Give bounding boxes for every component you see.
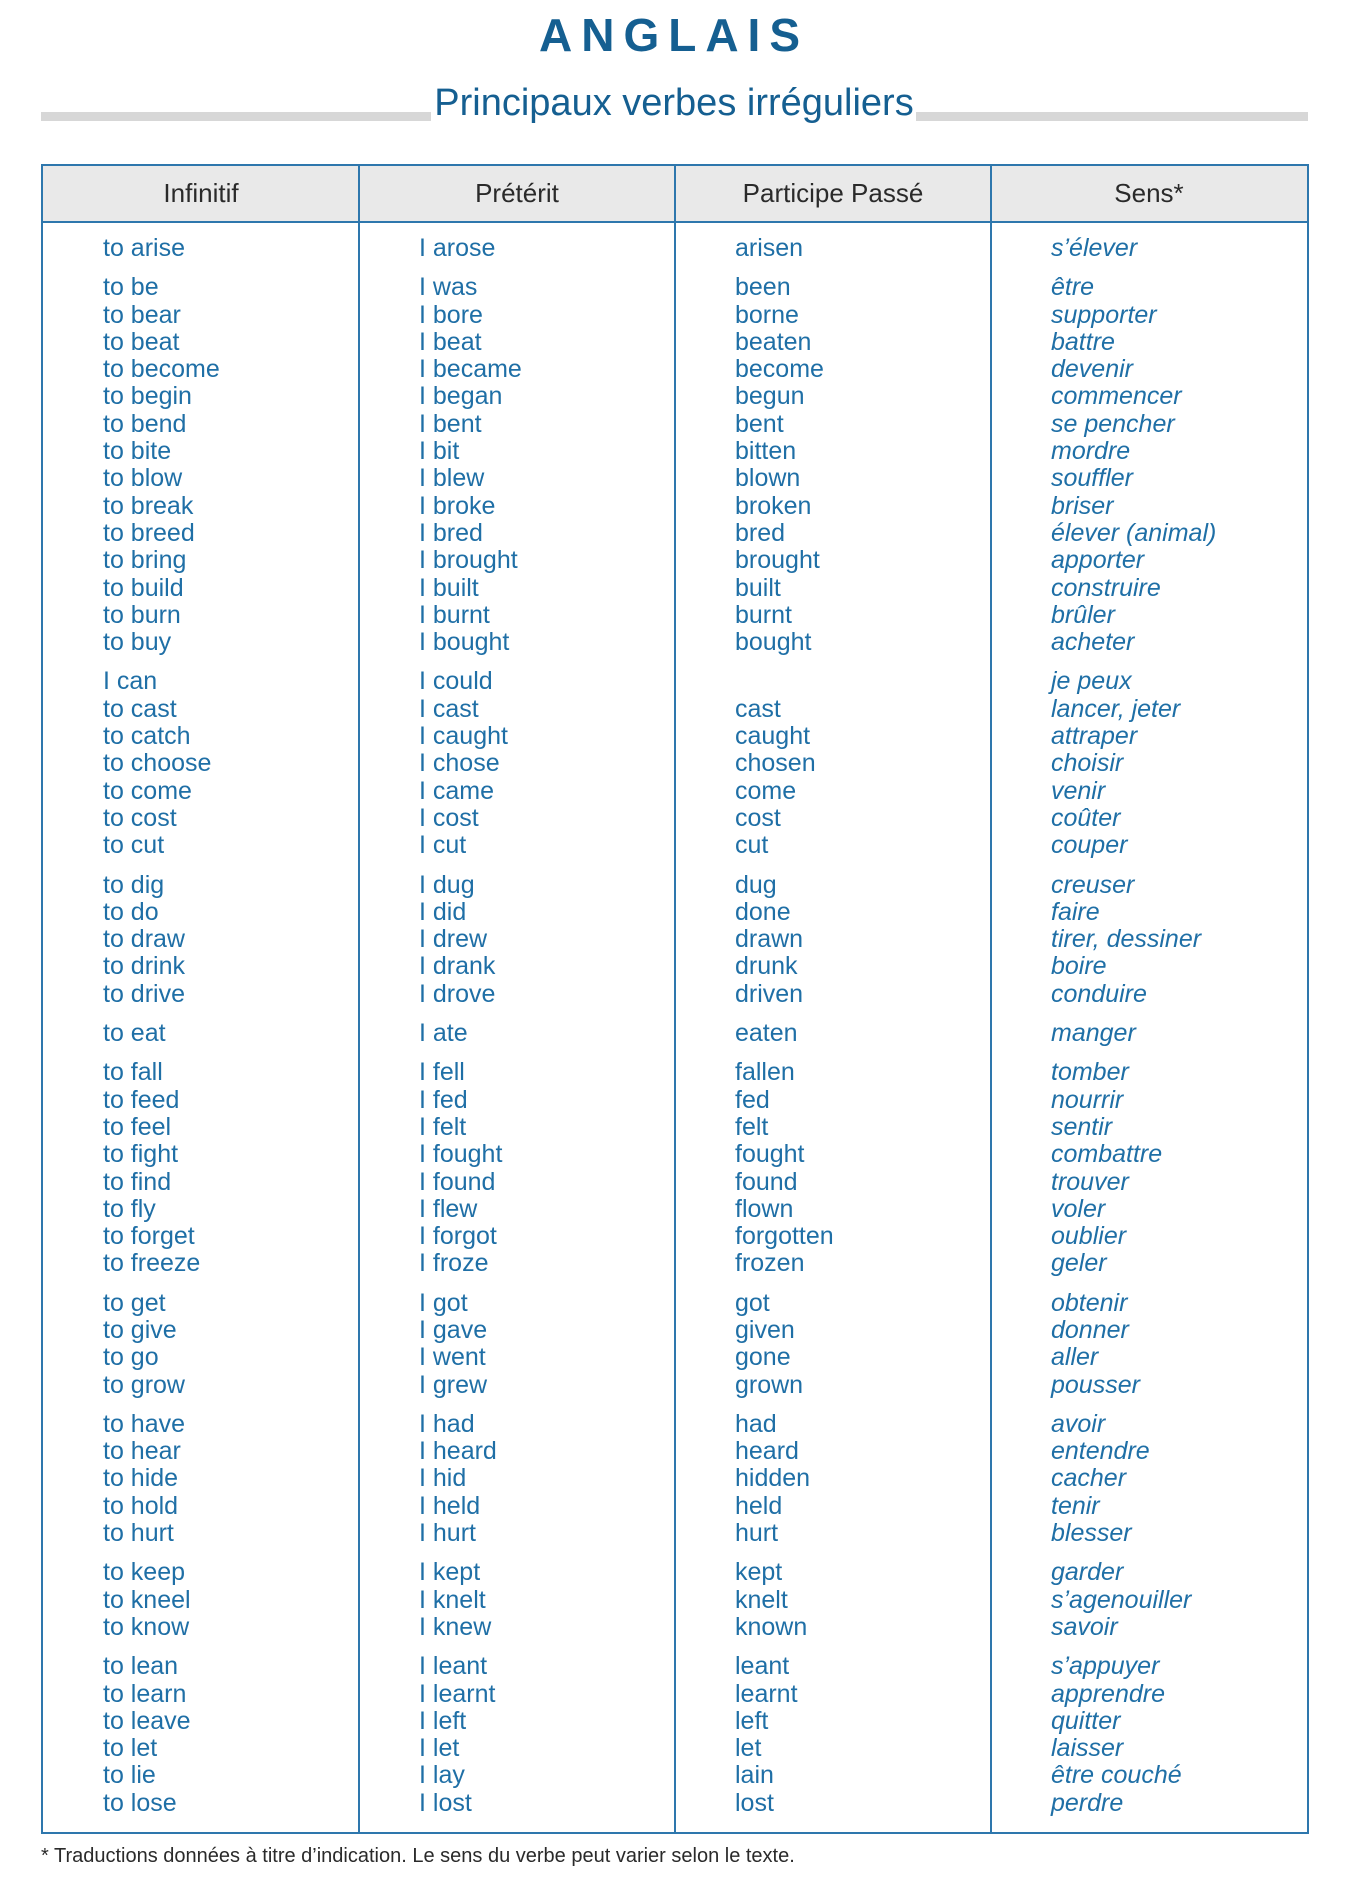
table-row bbox=[43, 778, 1307, 805]
meaning-cell: geler bbox=[1051, 1249, 1107, 1278]
meaning-cell: avoir bbox=[1051, 1409, 1106, 1438]
preterit-cell: I grew bbox=[419, 1370, 488, 1399]
meaning-cell: boire bbox=[1051, 952, 1107, 981]
table-row bbox=[43, 1223, 1307, 1250]
past-participle-cell: gone bbox=[735, 1343, 791, 1372]
infinitive-cell: to become bbox=[103, 355, 220, 384]
verb-group bbox=[43, 668, 1307, 859]
past-participle-cell: known bbox=[735, 1612, 808, 1641]
table-row bbox=[43, 1762, 1307, 1789]
meaning-cell: attraper bbox=[1051, 722, 1138, 751]
table-row bbox=[43, 1614, 1307, 1641]
table-row bbox=[43, 723, 1307, 750]
preterit-cell: I became bbox=[419, 355, 522, 384]
past-participle-cell: had bbox=[735, 1409, 777, 1438]
preterit-cell: I felt bbox=[419, 1112, 467, 1141]
infinitive-cell: to bite bbox=[103, 437, 172, 466]
column-header-infinitif: Infinitif bbox=[163, 178, 239, 208]
page-title: ANGLAIS bbox=[539, 9, 809, 61]
infinitive-cell: to beat bbox=[103, 327, 180, 356]
infinitive-cell: to get bbox=[103, 1288, 166, 1317]
verb-group bbox=[43, 1559, 1307, 1641]
meaning-cell: s’élever bbox=[1051, 234, 1138, 262]
meaning-cell: supporter bbox=[1051, 300, 1157, 329]
preterit-cell: I got bbox=[419, 1288, 468, 1317]
table-row bbox=[43, 1020, 1307, 1047]
infinitive-cell: to fly bbox=[103, 1194, 156, 1223]
meaning-cell: se pencher bbox=[1051, 409, 1175, 438]
table-row bbox=[43, 1372, 1307, 1399]
infinitive-cell: to hear bbox=[103, 1437, 181, 1466]
verb-group bbox=[43, 274, 1307, 656]
infinitive-cell: to grow bbox=[103, 1370, 185, 1399]
preterit-cell: I found bbox=[419, 1167, 496, 1196]
infinitive-cell: to find bbox=[103, 1167, 172, 1196]
table-row bbox=[43, 329, 1307, 356]
meaning-cell: laisser bbox=[1051, 1734, 1124, 1763]
column-header-sens: Sens* bbox=[1114, 178, 1184, 208]
infinitive-cell: to choose bbox=[103, 749, 212, 778]
table-row bbox=[43, 899, 1307, 926]
table-row bbox=[43, 1141, 1307, 1168]
infinitive-cell: to feel bbox=[103, 1112, 172, 1141]
past-participle-cell: grown bbox=[735, 1370, 804, 1399]
infinitive-cell: to bend bbox=[103, 409, 187, 438]
table-row bbox=[43, 832, 1307, 859]
table-row bbox=[43, 696, 1307, 723]
meaning-cell: s’agenouiller bbox=[1051, 1585, 1192, 1614]
meaning-cell: acheter bbox=[1051, 628, 1135, 657]
infinitive-cell: to drive bbox=[103, 979, 185, 1008]
preterit-cell: I kept bbox=[419, 1558, 481, 1587]
infinitive-cell: to hold bbox=[103, 1491, 179, 1520]
infinitive-cell: to learn bbox=[103, 1679, 187, 1708]
preterit-cell: I lost bbox=[419, 1788, 472, 1817]
infinitive-cell: to lie bbox=[103, 1761, 156, 1790]
table-row bbox=[43, 1559, 1307, 1586]
table-row bbox=[43, 981, 1307, 1008]
past-participle-cell: got bbox=[735, 1288, 770, 1317]
preterit-cell: I bought bbox=[419, 628, 510, 657]
verb-group bbox=[43, 1653, 1307, 1817]
past-participle-cell: cost bbox=[735, 803, 781, 832]
table-row bbox=[43, 302, 1307, 329]
preterit-cell: I flew bbox=[419, 1194, 478, 1223]
past-participle-cell: lain bbox=[735, 1761, 774, 1790]
meaning-cell: être couché bbox=[1051, 1761, 1182, 1790]
past-participle-cell: dug bbox=[735, 870, 777, 899]
column-header-preterit: Prétérit bbox=[475, 178, 559, 208]
table-row bbox=[43, 1681, 1307, 1708]
meaning-cell: construire bbox=[1051, 573, 1161, 602]
past-participle-cell: bred bbox=[735, 518, 786, 547]
meaning-cell: perdre bbox=[1051, 1788, 1124, 1817]
infinitive-cell: to hurt bbox=[103, 1519, 174, 1548]
past-participle-cell: knelt bbox=[735, 1585, 788, 1614]
preterit-cell: I fell bbox=[419, 1058, 465, 1087]
preterit-cell: I fed bbox=[419, 1085, 468, 1114]
table-row bbox=[43, 235, 1307, 262]
meaning-cell: battre bbox=[1051, 327, 1115, 356]
infinitive-cell: to leave bbox=[103, 1706, 191, 1735]
table-row bbox=[43, 668, 1307, 695]
infinitive-cell: to freeze bbox=[103, 1249, 201, 1278]
infinitive-cell: to arise bbox=[103, 234, 185, 262]
past-participle-cell: forgotten bbox=[735, 1222, 834, 1251]
infinitive-cell: to come bbox=[103, 776, 192, 805]
meaning-cell: conduire bbox=[1051, 979, 1147, 1008]
past-participle-cell: drawn bbox=[735, 925, 804, 954]
past-participle-cell: arisen bbox=[735, 234, 804, 262]
preterit-cell: I bred bbox=[419, 518, 483, 547]
infinitive-cell: to do bbox=[103, 897, 159, 926]
meaning-cell: creuser bbox=[1051, 870, 1135, 899]
table-row bbox=[43, 1493, 1307, 1520]
preterit-cell: I bit bbox=[419, 437, 460, 466]
meaning-cell: savoir bbox=[1051, 1612, 1118, 1641]
table-row bbox=[43, 953, 1307, 980]
meaning-cell: obtenir bbox=[1051, 1288, 1128, 1317]
past-participle-cell: bent bbox=[735, 409, 784, 438]
meaning-cell: souffler bbox=[1051, 464, 1133, 493]
preterit-cell: I drove bbox=[419, 979, 496, 1008]
meaning-cell: briser bbox=[1051, 491, 1114, 520]
past-participle-cell: flown bbox=[735, 1194, 794, 1223]
table-row bbox=[43, 1708, 1307, 1735]
verb-group bbox=[43, 1290, 1307, 1399]
preterit-cell: I heard bbox=[419, 1437, 497, 1466]
preterit-cell: I cast bbox=[419, 694, 479, 723]
table-row bbox=[43, 872, 1307, 899]
infinitive-cell: to cut bbox=[103, 831, 165, 860]
past-participle-cell: hurt bbox=[735, 1519, 779, 1548]
infinitive-cell: to go bbox=[103, 1343, 159, 1372]
table-row bbox=[43, 1438, 1307, 1465]
table-row bbox=[43, 493, 1307, 520]
past-participle-cell: leant bbox=[735, 1652, 790, 1681]
past-participle-cell: come bbox=[735, 776, 797, 805]
meaning-cell: blesser bbox=[1051, 1519, 1132, 1548]
past-participle-cell: eaten bbox=[735, 1019, 798, 1048]
table-row bbox=[43, 438, 1307, 465]
table-row bbox=[43, 1653, 1307, 1680]
meaning-cell: sentir bbox=[1051, 1112, 1113, 1141]
preterit-cell: I dug bbox=[419, 870, 475, 899]
verb-group bbox=[43, 872, 1307, 1008]
past-participle-cell: become bbox=[735, 355, 824, 384]
infinitive-cell: to burn bbox=[103, 600, 181, 629]
meaning-cell: commencer bbox=[1051, 382, 1182, 411]
column-header-participe-passe: Participe Passé bbox=[742, 178, 924, 208]
table-row bbox=[43, 1059, 1307, 1086]
past-participle-cell: broken bbox=[735, 491, 812, 520]
infinitive-cell: to give bbox=[103, 1315, 177, 1344]
preterit-cell: I beat bbox=[419, 327, 482, 356]
meaning-cell: garder bbox=[1051, 1558, 1124, 1587]
past-participle-cell: lost bbox=[735, 1788, 774, 1817]
preterit-cell: I went bbox=[419, 1343, 486, 1372]
table-row bbox=[43, 575, 1307, 602]
table-row bbox=[43, 1114, 1307, 1141]
preterit-cell: I came bbox=[419, 776, 495, 805]
verb-group bbox=[43, 1411, 1307, 1547]
table-row bbox=[43, 520, 1307, 547]
meaning-cell: tomber bbox=[1051, 1058, 1129, 1087]
irregular-verbs-table bbox=[41, 164, 1309, 1834]
infinitive-cell: to blow bbox=[103, 464, 183, 493]
preterit-cell: I left bbox=[419, 1706, 467, 1735]
table-row bbox=[43, 411, 1307, 438]
past-participle-cell: blown bbox=[735, 464, 801, 493]
preterit-cell: I knew bbox=[419, 1612, 492, 1641]
preterit-cell: I drew bbox=[419, 925, 488, 954]
preterit-cell: I arose bbox=[419, 234, 496, 262]
preterit-cell: I let bbox=[419, 1734, 460, 1763]
meaning-cell: voler bbox=[1051, 1194, 1106, 1223]
infinitive-cell: to know bbox=[103, 1612, 190, 1641]
table-row bbox=[43, 1317, 1307, 1344]
table-row bbox=[43, 1735, 1307, 1762]
meaning-cell: entendre bbox=[1051, 1437, 1150, 1466]
verb-group bbox=[43, 235, 1307, 262]
infinitive-cell: to catch bbox=[103, 722, 191, 751]
meaning-cell: être bbox=[1051, 273, 1095, 302]
table-row bbox=[43, 1290, 1307, 1317]
infinitive-cell: to breed bbox=[103, 518, 195, 547]
meaning-cell: lancer, jeter bbox=[1051, 694, 1181, 723]
meaning-cell: choisir bbox=[1051, 749, 1124, 778]
table-row bbox=[43, 926, 1307, 953]
table-row bbox=[43, 750, 1307, 777]
meaning-cell: élever (animal) bbox=[1051, 518, 1217, 547]
table-row bbox=[43, 1520, 1307, 1547]
infinitive-cell: to keep bbox=[103, 1558, 186, 1587]
infinitive-cell: to bring bbox=[103, 546, 187, 575]
meaning-cell: apprendre bbox=[1051, 1679, 1165, 1708]
meaning-cell: couper bbox=[1051, 831, 1128, 860]
preterit-cell: I caught bbox=[419, 722, 508, 751]
table-row bbox=[43, 805, 1307, 832]
meaning-cell: faire bbox=[1051, 897, 1100, 926]
infinitive-cell: to have bbox=[103, 1409, 186, 1438]
meaning-cell: s’appuyer bbox=[1051, 1652, 1160, 1681]
infinitive-cell: to lean bbox=[103, 1652, 179, 1681]
preterit-cell: I could bbox=[419, 667, 493, 696]
preterit-cell: I fought bbox=[419, 1140, 503, 1169]
preterit-cell: I did bbox=[419, 897, 467, 926]
infinitive-cell: to draw bbox=[103, 925, 185, 954]
infinitive-cell: to bear bbox=[103, 300, 181, 329]
infinitive-cell: to begin bbox=[103, 382, 192, 411]
infinitive-cell: to feed bbox=[103, 1085, 180, 1114]
meaning-cell: coûter bbox=[1051, 803, 1121, 832]
preterit-cell: I had bbox=[419, 1409, 475, 1438]
preterit-cell: I learnt bbox=[419, 1679, 496, 1708]
meaning-cell: apporter bbox=[1051, 546, 1145, 575]
infinitive-cell: to hide bbox=[103, 1464, 179, 1493]
preterit-cell: I held bbox=[419, 1491, 481, 1520]
past-participle-cell: brought bbox=[735, 546, 820, 575]
past-participle-cell: caught bbox=[735, 722, 811, 751]
meaning-cell: venir bbox=[1051, 776, 1106, 805]
infinitive-cell: to fight bbox=[103, 1140, 179, 1169]
past-participle-cell: bitten bbox=[735, 437, 797, 466]
preterit-cell: I lay bbox=[419, 1761, 465, 1790]
page-subtitle: Principaux verbes irréguliers bbox=[434, 82, 914, 124]
table-row bbox=[43, 1344, 1307, 1371]
verb-group bbox=[43, 1020, 1307, 1047]
preterit-cell: I cost bbox=[419, 803, 479, 832]
infinitive-cell: to fall bbox=[103, 1058, 163, 1087]
meaning-cell: manger bbox=[1051, 1019, 1136, 1048]
preterit-cell: I ate bbox=[419, 1019, 468, 1048]
table-row bbox=[43, 1411, 1307, 1438]
past-participle-cell: hidden bbox=[735, 1464, 811, 1493]
meaning-cell: brûler bbox=[1051, 600, 1115, 629]
past-participle-cell: fed bbox=[735, 1085, 770, 1114]
table-row bbox=[43, 602, 1307, 629]
preterit-cell: I knelt bbox=[419, 1585, 486, 1614]
past-participle-cell: learnt bbox=[735, 1679, 798, 1708]
table-row bbox=[43, 629, 1307, 656]
past-participle-cell: begun bbox=[735, 382, 805, 411]
infinitive-cell: to build bbox=[103, 573, 184, 602]
table-row bbox=[43, 1169, 1307, 1196]
preterit-cell: I gave bbox=[419, 1315, 488, 1344]
preterit-cell: I hid bbox=[419, 1464, 467, 1493]
meaning-cell: quitter bbox=[1051, 1706, 1121, 1735]
past-participle-cell: left bbox=[735, 1706, 769, 1735]
past-participle-cell: kept bbox=[735, 1558, 783, 1587]
infinitive-cell: to eat bbox=[103, 1019, 166, 1048]
table-row bbox=[43, 1087, 1307, 1114]
past-participle-cell: bought bbox=[735, 628, 812, 657]
preterit-cell: I leant bbox=[419, 1652, 488, 1681]
infinitive-cell: to drink bbox=[103, 952, 185, 981]
infinitive-cell: to break bbox=[103, 491, 194, 520]
past-participle-cell: fought bbox=[735, 1140, 805, 1169]
infinitive-cell: to cast bbox=[103, 694, 177, 723]
preterit-cell: I was bbox=[419, 273, 478, 302]
past-participle-cell: drunk bbox=[735, 952, 798, 981]
preterit-cell: I bore bbox=[419, 300, 483, 329]
past-participle-cell: fallen bbox=[735, 1058, 795, 1087]
past-participle-cell: been bbox=[735, 273, 791, 302]
past-participle-cell: frozen bbox=[735, 1249, 805, 1278]
table-row bbox=[43, 1250, 1307, 1277]
past-participle-cell: built bbox=[735, 573, 781, 602]
past-participle-cell: found bbox=[735, 1167, 798, 1196]
preterit-cell: I forgot bbox=[419, 1222, 497, 1251]
preterit-cell: I began bbox=[419, 382, 503, 411]
table-row bbox=[43, 1790, 1307, 1817]
meaning-cell: nourrir bbox=[1051, 1085, 1124, 1114]
preterit-cell: I built bbox=[419, 573, 479, 602]
table-row bbox=[43, 1587, 1307, 1614]
infinitive-cell: to kneel bbox=[103, 1585, 191, 1614]
meaning-cell: tirer, dessiner bbox=[1051, 925, 1202, 954]
table-row bbox=[43, 547, 1307, 574]
preterit-cell: I bent bbox=[419, 409, 482, 438]
preterit-cell: I brought bbox=[419, 546, 518, 575]
infinitive-cell: to forget bbox=[103, 1222, 195, 1251]
preterit-cell: I cut bbox=[419, 831, 467, 860]
table-row bbox=[43, 1196, 1307, 1223]
past-participle-cell: felt bbox=[735, 1112, 769, 1141]
meaning-cell: donner bbox=[1051, 1315, 1129, 1344]
infinitive-cell: to dig bbox=[103, 870, 165, 899]
preterit-cell: I froze bbox=[419, 1249, 489, 1278]
infinitive-cell: to let bbox=[103, 1734, 158, 1763]
meaning-cell: aller bbox=[1051, 1343, 1099, 1372]
meaning-cell: combattre bbox=[1051, 1140, 1163, 1169]
footnote: * Traductions données à titre d’indication. Le sens du verbe peut varier selon le texte. bbox=[41, 1845, 795, 1867]
past-participle-cell: burnt bbox=[735, 600, 792, 629]
meaning-cell: oublier bbox=[1051, 1222, 1127, 1251]
past-participle-cell: chosen bbox=[735, 749, 816, 778]
past-participle-cell: given bbox=[735, 1315, 795, 1344]
meaning-cell: je peux bbox=[1051, 667, 1132, 696]
preterit-cell: I broke bbox=[419, 491, 496, 520]
table-row bbox=[43, 356, 1307, 383]
title-rule-right bbox=[916, 112, 1308, 121]
table-row bbox=[43, 1465, 1307, 1492]
preterit-cell: I chose bbox=[419, 749, 500, 778]
meaning-cell: tenir bbox=[1051, 1491, 1100, 1520]
infinitive-cell: to be bbox=[103, 273, 159, 302]
infinitive-cell: to cost bbox=[103, 803, 177, 832]
meaning-cell: pousser bbox=[1051, 1370, 1140, 1399]
meaning-cell: mordre bbox=[1051, 437, 1131, 466]
meaning-cell: cacher bbox=[1051, 1464, 1127, 1493]
past-participle-cell: borne bbox=[735, 300, 799, 329]
preterit-cell: I drank bbox=[419, 952, 496, 981]
preterit-cell: I hurt bbox=[419, 1519, 476, 1548]
past-participle-cell: cast bbox=[735, 694, 781, 723]
table-row bbox=[43, 465, 1307, 492]
infinitive-cell: to lose bbox=[103, 1788, 177, 1817]
infinitive-cell: to buy bbox=[103, 628, 172, 657]
table-row bbox=[43, 383, 1307, 410]
verb-group bbox=[43, 1059, 1307, 1277]
past-participle-cell: driven bbox=[735, 979, 804, 1008]
preterit-cell: I blew bbox=[419, 464, 485, 493]
meaning-cell: devenir bbox=[1051, 355, 1133, 384]
preterit-cell: I burnt bbox=[419, 600, 490, 629]
past-participle-cell: cut bbox=[735, 831, 769, 860]
past-participle-cell: let bbox=[735, 1734, 762, 1763]
past-participle-cell: held bbox=[735, 1491, 783, 1520]
meaning-cell: trouver bbox=[1051, 1167, 1129, 1196]
infinitive-cell: I can bbox=[103, 667, 158, 696]
past-participle-cell: beaten bbox=[735, 327, 812, 356]
past-participle-cell: heard bbox=[735, 1437, 799, 1466]
past-participle-cell: done bbox=[735, 897, 791, 926]
table-row bbox=[43, 274, 1307, 301]
table-body bbox=[43, 235, 1307, 1829]
